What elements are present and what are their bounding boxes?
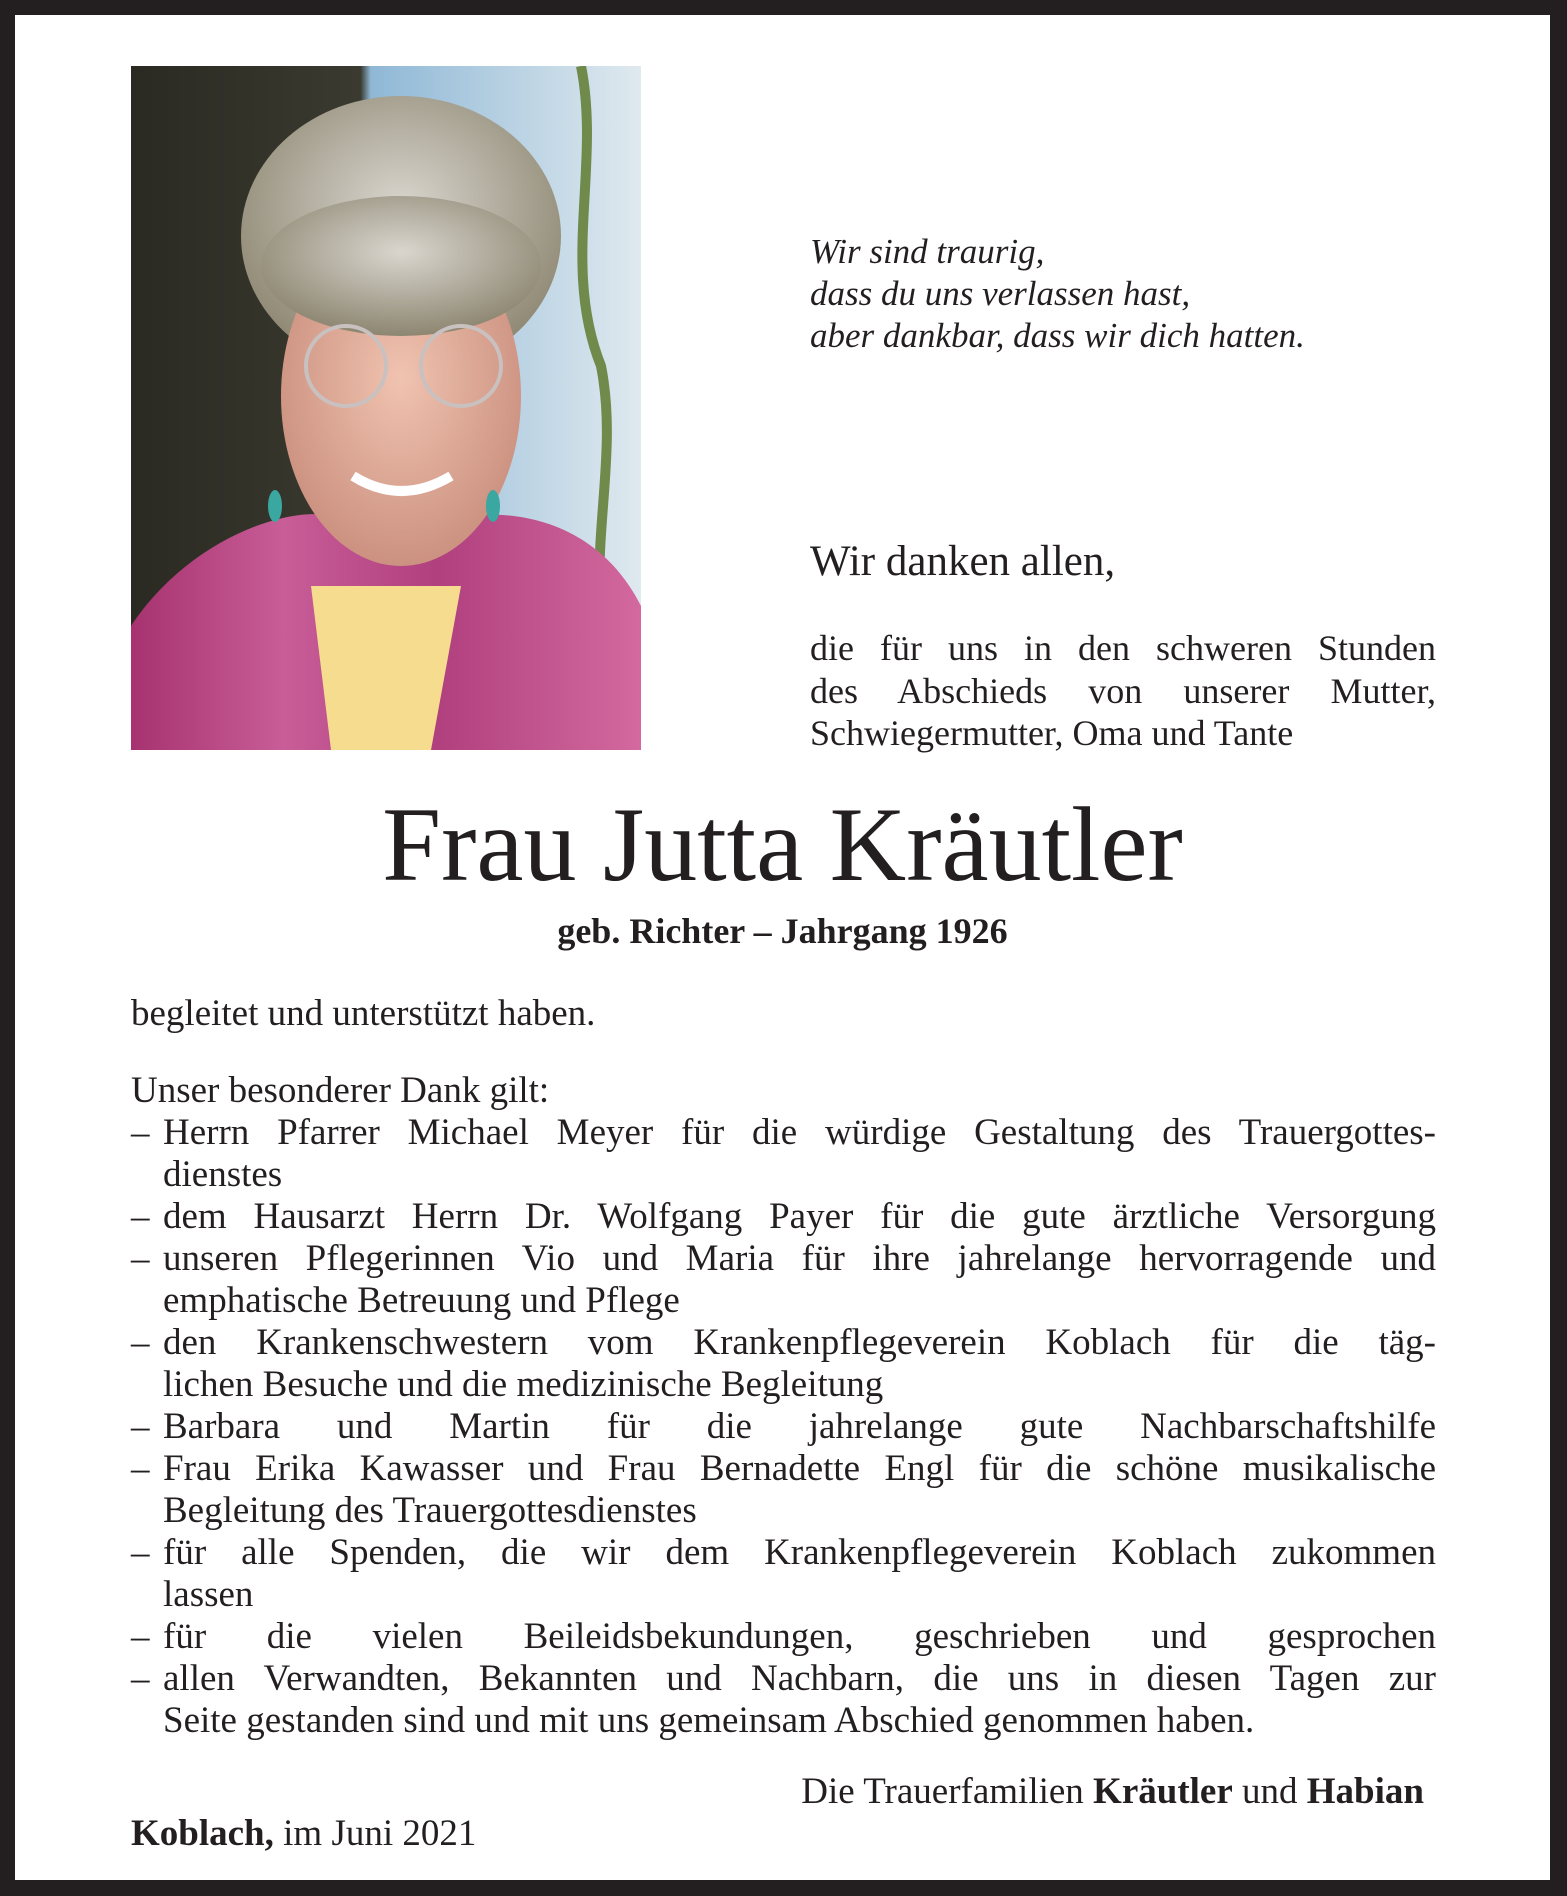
list-item-line: Frau Erika Kawasser und Frau Bernadette Engl für die schöne musikalische bbox=[163, 1448, 1436, 1489]
deceased-name: Frau Jutta Kräutler bbox=[382, 786, 1183, 903]
list-item bbox=[131, 1406, 1436, 1448]
dash-bullet: – bbox=[131, 1616, 150, 1657]
list-item-line: Begleitung des Trauergottesdienstes bbox=[163, 1490, 697, 1531]
quote-line: dass du uns verlassen hast, bbox=[810, 274, 1191, 313]
intro-line: Schwiegermutter, Oma und Tante bbox=[810, 713, 1294, 753]
signature bbox=[801, 1770, 1424, 1813]
portrait-photo bbox=[131, 66, 641, 750]
place: Koblach, bbox=[131, 1813, 274, 1854]
intro-text bbox=[810, 627, 1436, 755]
dash-bullet: – bbox=[131, 1238, 150, 1279]
list-item bbox=[131, 1616, 1436, 1658]
list-item-line: den Krankenschwestern vom Krankenpflegeverein Koblach für die täg- bbox=[163, 1322, 1436, 1363]
list-item-line: dem Hausarzt Herrn Dr. Wolfgang Payer für die gute ärztliche Versorgung bbox=[163, 1196, 1436, 1237]
dash-bullet: – bbox=[131, 1658, 150, 1699]
quote-line: Wir sind traurig, bbox=[810, 232, 1045, 271]
list-item bbox=[131, 1196, 1436, 1238]
list-item-line: Barbara und Martin für die jahrelange gute Nachbarschaftshilfe bbox=[163, 1406, 1436, 1447]
signature-prefix: Die Trauerfamilien bbox=[801, 1771, 1084, 1812]
list-item bbox=[131, 1532, 1436, 1616]
special-thanks-heading: Unser besonderer Dank gilt: bbox=[131, 1070, 550, 1111]
list-item-line: lichen Besuche und die medizinische Begleitung bbox=[163, 1364, 884, 1405]
list-item bbox=[131, 1448, 1436, 1532]
list-item-line: Seite gestanden sind und mit uns gemeinsam Abschied genommen haben. bbox=[163, 1700, 1255, 1741]
signature-family-1: Kräutler bbox=[1093, 1771, 1233, 1812]
thanks-list bbox=[131, 1112, 1436, 1742]
date: im Juni 2021 bbox=[283, 1813, 477, 1854]
signature-and: und bbox=[1242, 1771, 1298, 1812]
list-item-line: für alle Spenden, die wir dem Krankenpflegeverein Koblach zukommen bbox=[163, 1532, 1436, 1573]
list-item bbox=[131, 1322, 1436, 1406]
quote-line: aber dankbar, dass wir dich hatten. bbox=[810, 316, 1305, 355]
list-item-line: allen Verwandten, Bekannten und Nachbarn, die uns in diesen Tagen zur bbox=[163, 1658, 1436, 1699]
signature-family-2: Habian bbox=[1306, 1771, 1424, 1812]
list-item bbox=[131, 1112, 1436, 1196]
list-item-line: emphatische Betreuung und Pflege bbox=[163, 1280, 680, 1321]
list-item-line: unseren Pflegerinnen Vio und Maria für ihre jahrelange hervorragende und bbox=[163, 1238, 1436, 1279]
quote bbox=[810, 231, 1305, 357]
list-item-line: dienstes bbox=[163, 1154, 283, 1195]
dash-bullet: – bbox=[131, 1406, 150, 1447]
dash-bullet: – bbox=[131, 1448, 150, 1489]
dash-bullet: – bbox=[131, 1196, 150, 1237]
birth-info: geb. Richter – Jahrgang 1926 bbox=[557, 911, 1008, 951]
dash-bullet: – bbox=[131, 1532, 150, 1573]
list-item bbox=[131, 1658, 1436, 1742]
thanks-heading: Wir danken allen, bbox=[810, 538, 1116, 585]
obituary-page bbox=[15, 15, 1550, 1880]
dash-bullet: – bbox=[131, 1112, 150, 1153]
list-item bbox=[131, 1238, 1436, 1322]
intro-line: die für uns in den schweren Stunden bbox=[810, 628, 1436, 668]
place-date bbox=[131, 1812, 476, 1855]
list-item-line: Herrn Pfarrer Michael Meyer für die würdige Gestaltung des Trauergottes- bbox=[163, 1112, 1436, 1153]
list-item-line: lassen bbox=[163, 1574, 254, 1615]
list-item-line: für die vielen Beileidsbekundungen, geschrieben und gesprochen bbox=[163, 1616, 1436, 1657]
dash-bullet: – bbox=[131, 1322, 150, 1363]
intro-line: des Abschieds von unserer Mutter, bbox=[810, 670, 1436, 711]
after-name-text: begleitet und unterstützt haben. bbox=[131, 993, 596, 1034]
